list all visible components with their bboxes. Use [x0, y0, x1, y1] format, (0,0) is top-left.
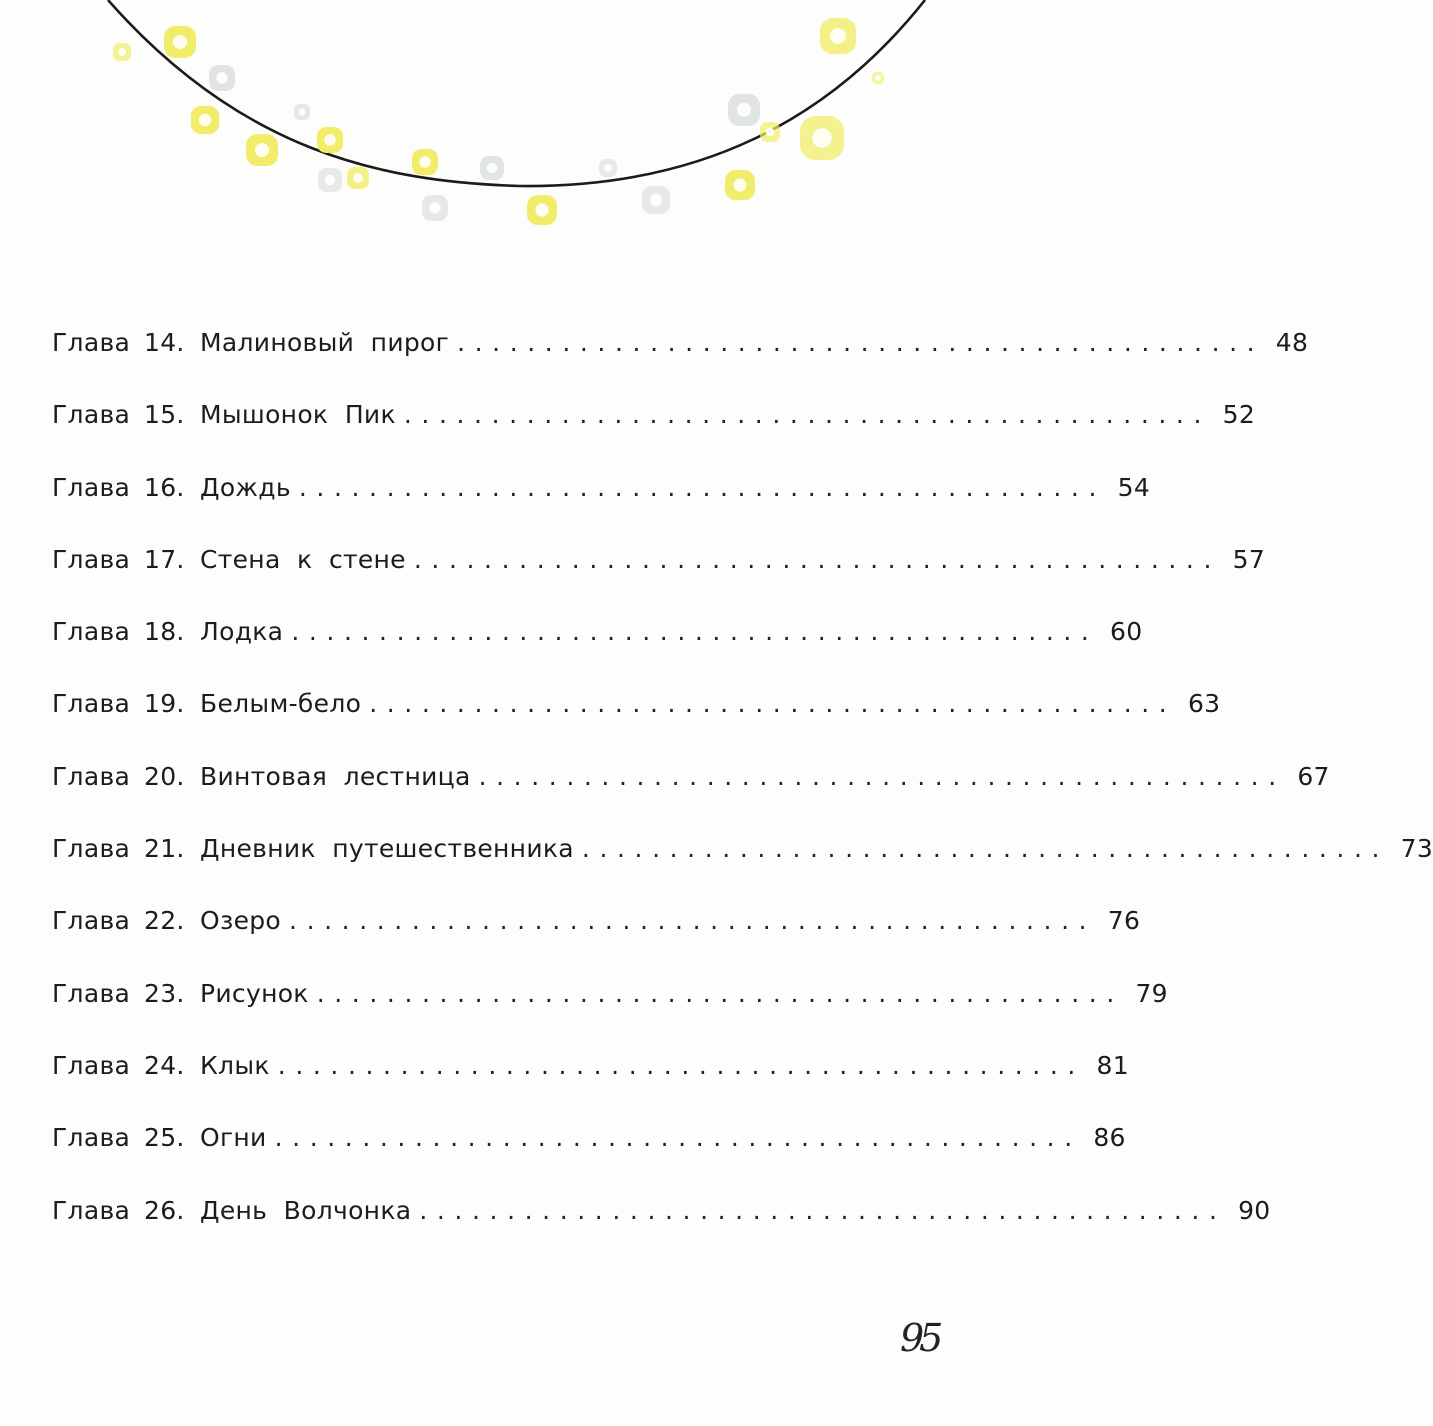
toc-chapter-word: Глава: [52, 617, 131, 647]
toc-dot-leader: ..............................................: [419, 1195, 1227, 1225]
garland-light-center: [199, 114, 211, 126]
garland-light-center: [650, 194, 662, 206]
garland-wire: [108, 0, 925, 186]
toc-chapter-title: Белым-бело: [200, 689, 362, 719]
toc-page-number: 86: [1093, 1123, 1126, 1153]
toc-chapter-word: Глава: [52, 906, 131, 936]
garland-light-center: [298, 108, 305, 115]
toc-page-number: 57: [1232, 544, 1266, 574]
toc-chapter-number: 14.: [144, 328, 185, 357]
toc-chapter-word: Глава: [52, 328, 131, 357]
toc-entry[interactable]: [52, 1050, 1129, 1123]
toc-dot-leader: ..............................................: [277, 1050, 1085, 1080]
toc-entry[interactable]: [52, 544, 1266, 617]
table-of-contents: [52, 328, 1433, 1268]
toc-page-number: 81: [1096, 1050, 1129, 1080]
toc-dot-leader: ..............................................: [403, 400, 1212, 430]
toc-chapter-title: Винтовая лестница: [200, 761, 471, 791]
toc-page-number: 63: [1187, 689, 1221, 719]
garland-light-center: [173, 35, 187, 49]
page-number: 95: [900, 1316, 939, 1360]
toc-chapter-word: Глава: [52, 400, 131, 430]
toc-chapter-word: Глава: [52, 689, 131, 719]
toc-dot-leader: ..............................................: [581, 834, 1390, 864]
toc-page-number: 79: [1135, 978, 1168, 1008]
toc-page-number: 60: [1110, 617, 1143, 647]
toc-entry[interactable]: [52, 400, 1256, 472]
toc-dot-leader: ..............................................: [291, 617, 1099, 647]
toc-dot-leader: ..............................................: [478, 761, 1286, 791]
toc-chapter-number: 22.: [144, 906, 185, 936]
toc-chapter-word: Глава: [52, 544, 131, 574]
toc-entry[interactable]: [52, 906, 1141, 978]
toc-dot-leader: ..............................................: [457, 328, 1265, 357]
toc-page-number: 48: [1275, 328, 1309, 357]
toc-chapter-number: 15.: [144, 400, 185, 430]
toc-entry[interactable]: [52, 1195, 1271, 1268]
toc-entry[interactable]: [52, 978, 1168, 1051]
garland-light-center: [255, 143, 269, 157]
toc-entry[interactable]: [52, 689, 1221, 761]
garland-light-center: [487, 163, 498, 174]
toc-dot-leader: ..............................................: [289, 906, 1097, 936]
toc-entry[interactable]: [52, 328, 1309, 400]
garland-light-center: [604, 164, 612, 172]
garland-light-center: [429, 202, 440, 213]
toc-chapter-number: 18.: [144, 617, 185, 647]
toc-page-number: 76: [1107, 906, 1141, 936]
garland-light-center: [766, 128, 775, 137]
toc-dot-leader: ..............................................: [413, 544, 1222, 574]
toc-chapter-word: Глава: [52, 1195, 131, 1225]
toc-entry[interactable]: [52, 761, 1330, 834]
toc-chapter-title: Стена к стене: [200, 544, 406, 574]
toc-chapter-number: 23.: [144, 978, 185, 1008]
toc-chapter-number: 21.: [144, 834, 185, 864]
toc-chapter-title: Огни: [200, 1123, 267, 1153]
garland-light-center: [830, 28, 846, 44]
toc-chapter-word: Глава: [52, 472, 131, 502]
toc-chapter-word: Глава: [52, 761, 131, 791]
toc-page-number: 90: [1238, 1195, 1271, 1225]
toc-chapter-title: Дождь: [200, 472, 291, 502]
toc-chapter-title: Озеро: [200, 906, 282, 936]
toc-entry[interactable]: [52, 472, 1151, 545]
toc-chapter-title: День Волчонка: [200, 1195, 412, 1225]
toc-dot-leader: ..............................................: [369, 689, 1177, 719]
garland-light-center: [875, 75, 880, 80]
toc-chapter-number: 25.: [144, 1123, 185, 1153]
toc-chapter-title: Мышонок Пик: [200, 400, 396, 430]
toc-chapter-number: 16.: [144, 472, 185, 502]
toc-chapter-number: 17.: [144, 544, 185, 574]
toc-chapter-number: 26.: [144, 1195, 185, 1225]
garland-light-center: [325, 175, 336, 186]
garland-light-center: [419, 156, 430, 167]
garland-light-center: [733, 178, 746, 191]
toc-chapter-number: 24.: [144, 1050, 185, 1080]
toc-chapter-word: Глава: [52, 834, 131, 864]
toc-page-number: 52: [1222, 400, 1256, 430]
toc-dot-leader: ..............................................: [274, 1123, 1082, 1153]
garland-light-center: [216, 72, 227, 83]
toc-entry[interactable]: [52, 834, 1433, 906]
garland-light-center: [737, 103, 751, 117]
toc-chapter-title: Малиновый пирог: [200, 328, 450, 357]
toc-page-number: 67: [1297, 761, 1330, 791]
toc-chapter-title: Лодка: [200, 617, 284, 647]
toc-chapter-word: Глава: [52, 978, 131, 1008]
toc-chapter-title: Клык: [200, 1050, 270, 1080]
toc-page-number: 54: [1117, 472, 1151, 502]
toc-entry[interactable]: [52, 1123, 1126, 1195]
toc-chapter-word: Глава: [52, 1050, 131, 1080]
toc-chapter-title: Дневник путешественника: [200, 834, 574, 864]
toc-chapter-number: 19.: [144, 689, 185, 719]
toc-dot-leader: ..............................................: [298, 472, 1107, 502]
garland-light-center: [535, 203, 548, 216]
toc-page-number: 73: [1400, 834, 1433, 864]
garland-light-center: [324, 134, 335, 145]
garland-light-center: [353, 173, 363, 183]
toc-dot-leader: ..............................................: [316, 978, 1124, 1008]
toc-chapter-word: Глава: [52, 1123, 131, 1153]
toc-chapter-title: Рисунок: [200, 978, 309, 1008]
garland-light-center: [812, 128, 831, 147]
toc-chapter-number: 20.: [144, 761, 185, 791]
garland-light-center: [118, 48, 126, 56]
toc-entry[interactable]: [52, 617, 1143, 689]
garland-illustration: [0, 0, 1000, 260]
